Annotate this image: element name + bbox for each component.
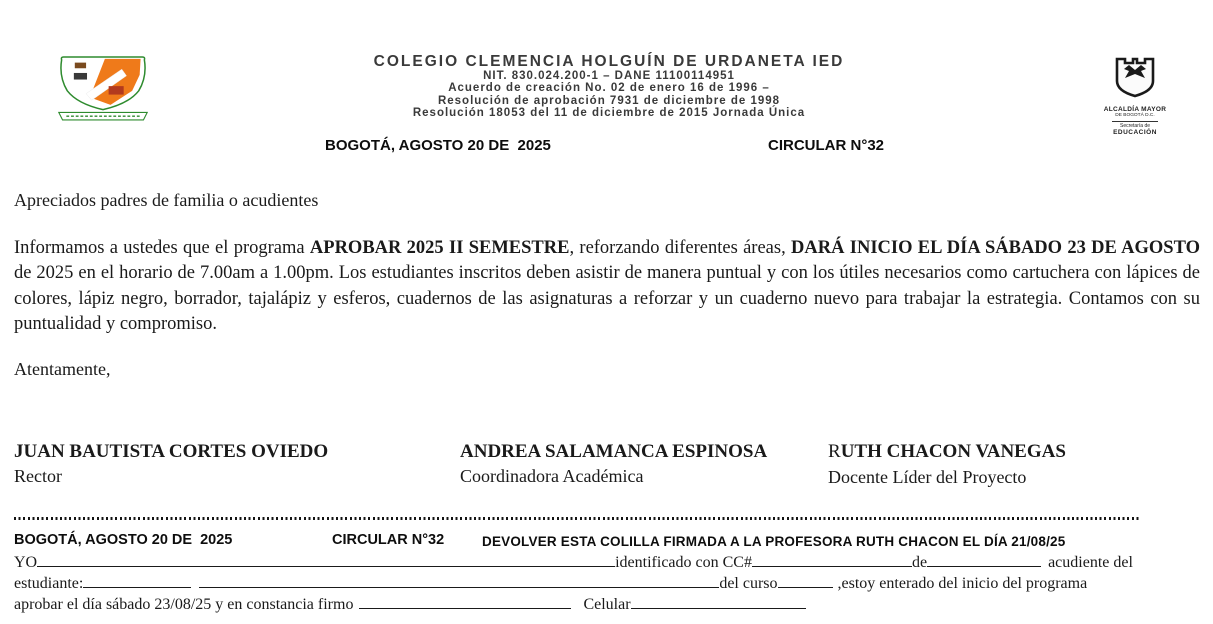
blank-name-field (37, 564, 615, 567)
blank-student-field-2 (199, 585, 719, 588)
slip-form-line-3 (14, 595, 1209, 615)
slip-date: BOGOTÁ, AGOSTO 20 DE 2025 (14, 532, 233, 548)
document-date: BOGOTÁ, AGOSTO 20 DE 2025 (325, 137, 551, 154)
blank-phone-field (631, 606, 806, 609)
blank-course-field (778, 585, 833, 588)
school-acuerdo: Acuerdo de creación No. 02 de enero 16 de 1996 – (448, 82, 770, 95)
signer-name: ANDREA SALAMANCA ESPINOSA (460, 441, 768, 462)
main-paragraph (14, 236, 1200, 338)
blank-student-field-1 (83, 585, 191, 588)
paragraph-segment: , reforzando diferentes áreas, (569, 238, 792, 258)
alcaldia-line4: EDUCACIÓN (1113, 128, 1157, 136)
slip-form-line-2 (14, 574, 1209, 594)
school-resolucion-aprobacion: Resolución de aprobación 7931 de diciembre de 1998 (437, 94, 781, 107)
school-resolucion-jornada: Resolución 18053 del 11 de diciembre de 2015 Jornada Única (412, 106, 806, 119)
slip-label-enterado: ,estoy enterado del inicio del programa (837, 575, 1088, 592)
program-name-bold: APROBAR 2025 II SEMESTRE (309, 238, 570, 258)
blank-city-field (927, 564, 1041, 567)
signer-name: RUTH CHACON VANEGAS (828, 441, 1066, 462)
school-crest-icon (56, 50, 150, 131)
school-name: COLEGIO CLEMENCIA HOLGUÍN DE URDANETA IED (373, 53, 845, 70)
dotted-cut-line (14, 517, 1140, 520)
alcaldia-logo (1096, 55, 1174, 136)
blank-signature-field (359, 606, 571, 609)
slip-circular-number: CIRCULAR N°32 (332, 532, 445, 548)
slip-label-acudiente: acudiente del (1048, 554, 1133, 571)
signer-title: Docente Líder del Proyecto (828, 467, 1027, 487)
signer-title: Rector (14, 466, 62, 486)
slip-form-line-1 (14, 553, 1209, 573)
slip-label-identificado: identificado con CC# (615, 554, 752, 571)
alcaldia-line3: Secretaría de (1119, 122, 1151, 129)
signature-block-docente (828, 440, 1066, 489)
start-date-bold: DARÁ INICIO EL DÍA SÁBADO 23 DE AGOSTO (791, 238, 1200, 258)
letterhead-text (256, 53, 962, 119)
closing-line: Atentamente, (14, 359, 111, 379)
blank-cc-field (752, 564, 912, 567)
alcaldia-divider (1112, 121, 1158, 122)
signature-block-rector (14, 440, 328, 488)
slip-label-aprobar: aprobar el día sábado 23/08/25 y en constancia firmo (14, 596, 354, 613)
alcaldia-shield-icon (1099, 55, 1171, 101)
slip-label-estudiante: estudiante: (14, 575, 84, 592)
slip-instruction: DEVOLVER ESTA COLILLA FIRMADA A LA PROFESORA RUTH CHACON EL DÍA 21/08/25 (482, 533, 1066, 549)
slip-label-celular: Celular (583, 596, 631, 613)
school-nit: NIT. 830.024.200-1 – DANE 11100114951 (483, 70, 735, 82)
slip-label-curso: del curso (719, 575, 778, 592)
slip-label-yo: YO (14, 554, 38, 571)
signature-block-coordinadora (460, 440, 767, 488)
slip-label-de: de (911, 554, 928, 571)
circular-number: CIRCULAR N°32 (768, 137, 885, 154)
alcaldia-line2: DE BOGOTÁ D.C. (1115, 113, 1155, 118)
alcaldia-line1: ALCALDÍA MAYOR (1103, 106, 1167, 113)
school-shield-icon (56, 50, 150, 126)
paragraph-segment: Informamos a ustedes que el programa (14, 238, 310, 258)
signer-title: Coordinadora Académica (460, 466, 644, 486)
greeting-line: Apreciados padres de familia o acudientes (14, 190, 319, 210)
paragraph-segment: de 2025 en el horario de 7.00am a 1.00pm. Los estudiantes inscritos deben asistir de manera puntual y con los útiles necesarios como cartuchera con lápices de colores, lápiz negro, borrador, tajalápiz y esferos, cuadernos de las asignaturas a reforzar y un cuaderno nuevo para trabajar la estrategia. Contamos con su puntualidad y compromiso. (14, 263, 1200, 335)
signer-name: JUAN BAUTISTA CORTES OVIEDO (14, 441, 329, 462)
